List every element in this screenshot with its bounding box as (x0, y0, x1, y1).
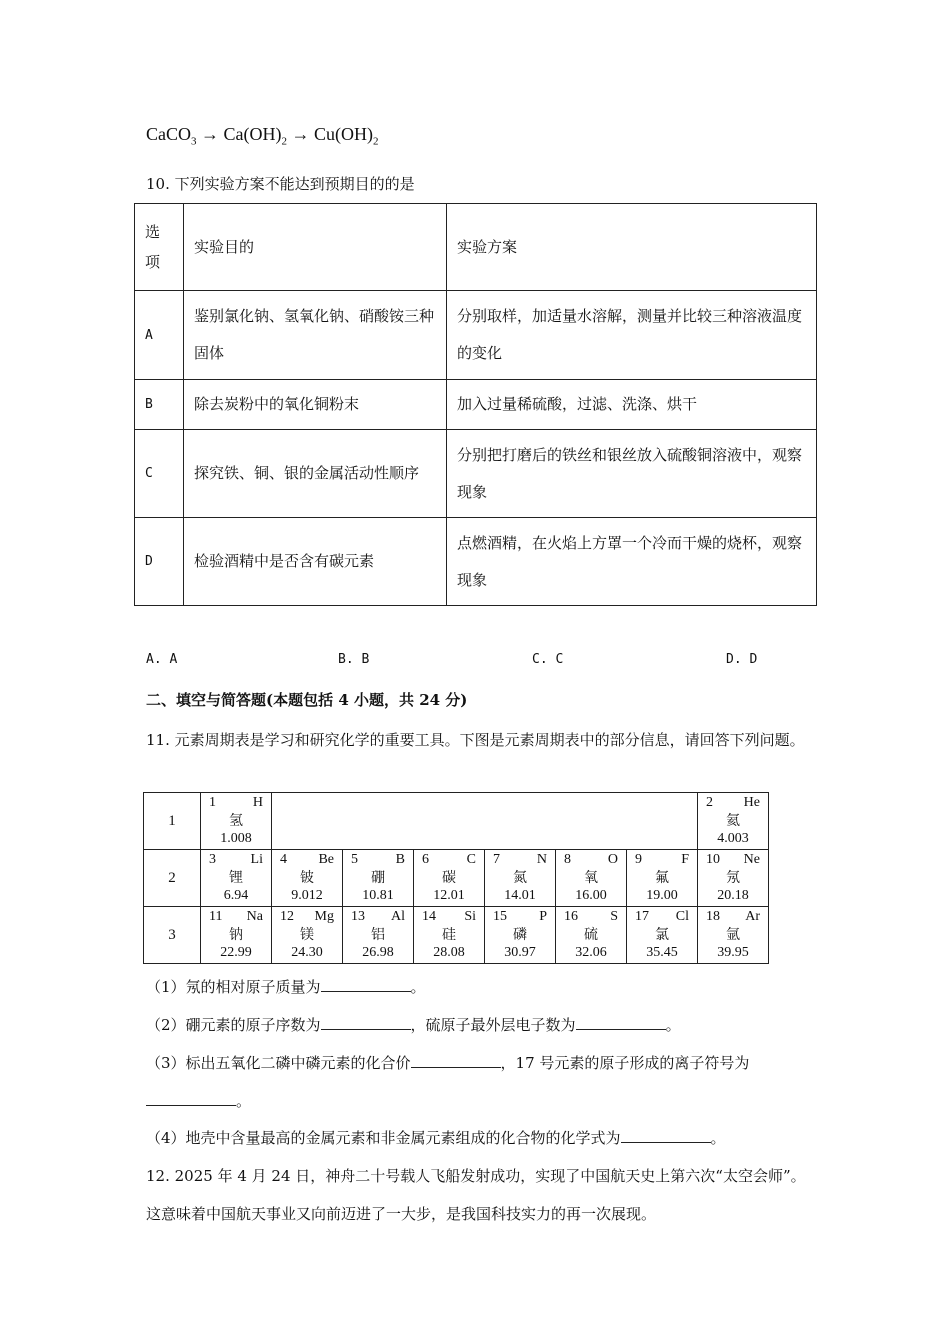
element-cell: 9 F 氟 19.00 (627, 850, 698, 907)
period-row-2 (144, 850, 769, 907)
element-cell: 3 Li 锂 6.94 (201, 850, 272, 907)
experiment-table (134, 203, 817, 606)
table-row (135, 380, 817, 430)
answer-blank[interactable] (621, 1130, 711, 1143)
row-goal: 鉴别氯化钠、氢氧化钠、硝酸铵三种固体 (184, 291, 447, 380)
empty-cell (485, 793, 556, 850)
arrow: → (201, 124, 219, 144)
answer-blank[interactable] (321, 979, 411, 992)
header-goal: 实验目的 (184, 204, 447, 291)
answer-blank[interactable] (146, 1093, 236, 1106)
element-cell: 1 H 氢 1.008 (201, 793, 272, 850)
table-row (135, 518, 817, 606)
formula-sub: 2 (281, 135, 287, 148)
row-goal: 除去炭粉中的氧化铜粉末 (184, 380, 447, 430)
period-number: 1 (144, 793, 201, 850)
row-goal: 探究铁、铜、银的金属活动性顺序 (184, 430, 447, 518)
period-number: 3 (144, 907, 201, 964)
element-cell: 13 Al 铝 26.98 (343, 907, 414, 964)
element-cell: 18 Ar 氩 39.95 (698, 907, 769, 964)
element-cell: 8 O 氧 16.00 (556, 850, 627, 907)
header-plan: 实验方案 (447, 204, 817, 291)
row-option: B (135, 380, 184, 430)
element-cell: 2 He 氦 4.003 (698, 793, 769, 850)
empty-cell (343, 793, 414, 850)
table-header-row (135, 204, 817, 291)
empty-cell (272, 793, 343, 850)
header-option: 选项 (135, 204, 184, 291)
element-cell: 10 Ne 氖 20.18 (698, 850, 769, 907)
row-option: A (135, 291, 184, 380)
question-10-stem: 10. 下列实验方案不能达到预期目的的是 (146, 175, 415, 193)
arrow: → (291, 124, 310, 144)
row-plan: 分别取样，加适量水溶解，测量并比较三种溶液温度的变化 (447, 291, 817, 380)
reaction-chain-formula (146, 124, 378, 148)
answer-option-b[interactable]: B. B (338, 652, 370, 667)
element-cell: 6 C 碳 12.01 (414, 850, 485, 907)
row-option: C (135, 430, 184, 518)
row-plan: 加入过量稀硫酸，过滤、洗涤、烘干 (447, 380, 817, 430)
question-11-sub-1: （1）氖的相对原子质量为 。 (146, 978, 426, 996)
period-row-1 (144, 793, 769, 850)
answer-option-c[interactable]: C. C (532, 652, 564, 667)
formula-sub: 2 (372, 135, 379, 148)
answer-blank[interactable] (576, 1017, 666, 1030)
element-cell: 17 Cl 氯 35.45 (627, 907, 698, 964)
periodic-table (143, 792, 769, 964)
answer-option-a[interactable]: A. A (146, 652, 178, 667)
element-cell: 7 N 氮 14.01 (485, 850, 556, 907)
table-row (135, 430, 817, 518)
period-row-3 (144, 907, 769, 964)
question-11-sub-3: （3）标出五氧化二磷中磷元素的化合价 ，17 号元素的原子形成的离子符号为 (146, 1054, 750, 1072)
row-plan: 分别把打磨后的铁丝和银丝放入硫酸铜溶液中，观察现象 (447, 430, 817, 518)
formula-caoh2: Ca(OH) (223, 124, 282, 144)
question-11-sub-2: （2）硼元素的原子序数为 ，硫原子最外层电子数为 。 (146, 1016, 681, 1034)
answer-option-d[interactable]: D. D (726, 652, 758, 667)
table-row (135, 291, 817, 380)
empty-cell (556, 793, 627, 850)
formula-sub: 3 (191, 135, 197, 148)
element-cell: 15 P 磷 30.97 (485, 907, 556, 964)
element-cell: 4 Be 铍 9.012 (272, 850, 343, 907)
element-cell: 5 B 硼 10.81 (343, 850, 414, 907)
answer-blank[interactable] (411, 1055, 501, 1068)
empty-cell (627, 793, 698, 850)
question-11-sub-3-cont: 。 (146, 1090, 251, 1111)
row-goal: 检验酒精中是否含有碳元素 (184, 518, 447, 606)
question-11-sub-4: （4）地壳中含量最高的金属元素和非金属元素组成的化合物的化学式为 。 (146, 1129, 726, 1147)
question-11-stem: 11. 元素周期表是学习和研究化学的重要工具。下图是元素周期表中的部分信息，请回答下列问题。 (146, 731, 805, 749)
period-number: 2 (144, 850, 201, 907)
element-cell: 16 S 硫 32.06 (556, 907, 627, 964)
formula-cuoh2: Cu(OH) (313, 124, 373, 144)
empty-cell (414, 793, 485, 850)
section-heading: 二、填空与简答题(本题包括 4 小题，共 24 分) (146, 691, 468, 709)
element-cell: 12 Mg 镁 24.30 (272, 907, 343, 964)
row-plan: 点燃酒精，在火焰上方罩一个冷而干燥的烧杯，观察现象 (447, 518, 817, 606)
formula-caco3: CaCO (146, 124, 191, 144)
answer-blank[interactable] (321, 1017, 411, 1030)
question-12-stem: 12. 2025 年 4 月 24 日，神舟二十号载人飞船发射成功，实现了中国航天史上第六次“太空会师”。这意味着中国航天事业又向前迈进了一大步，是我国科技实力的再一次展现。 (146, 1167, 806, 1223)
element-cell: 11 Na 钠 22.99 (201, 907, 272, 964)
element-cell: 14 Si 硅 28.08 (414, 907, 485, 964)
row-option: D (135, 518, 184, 606)
